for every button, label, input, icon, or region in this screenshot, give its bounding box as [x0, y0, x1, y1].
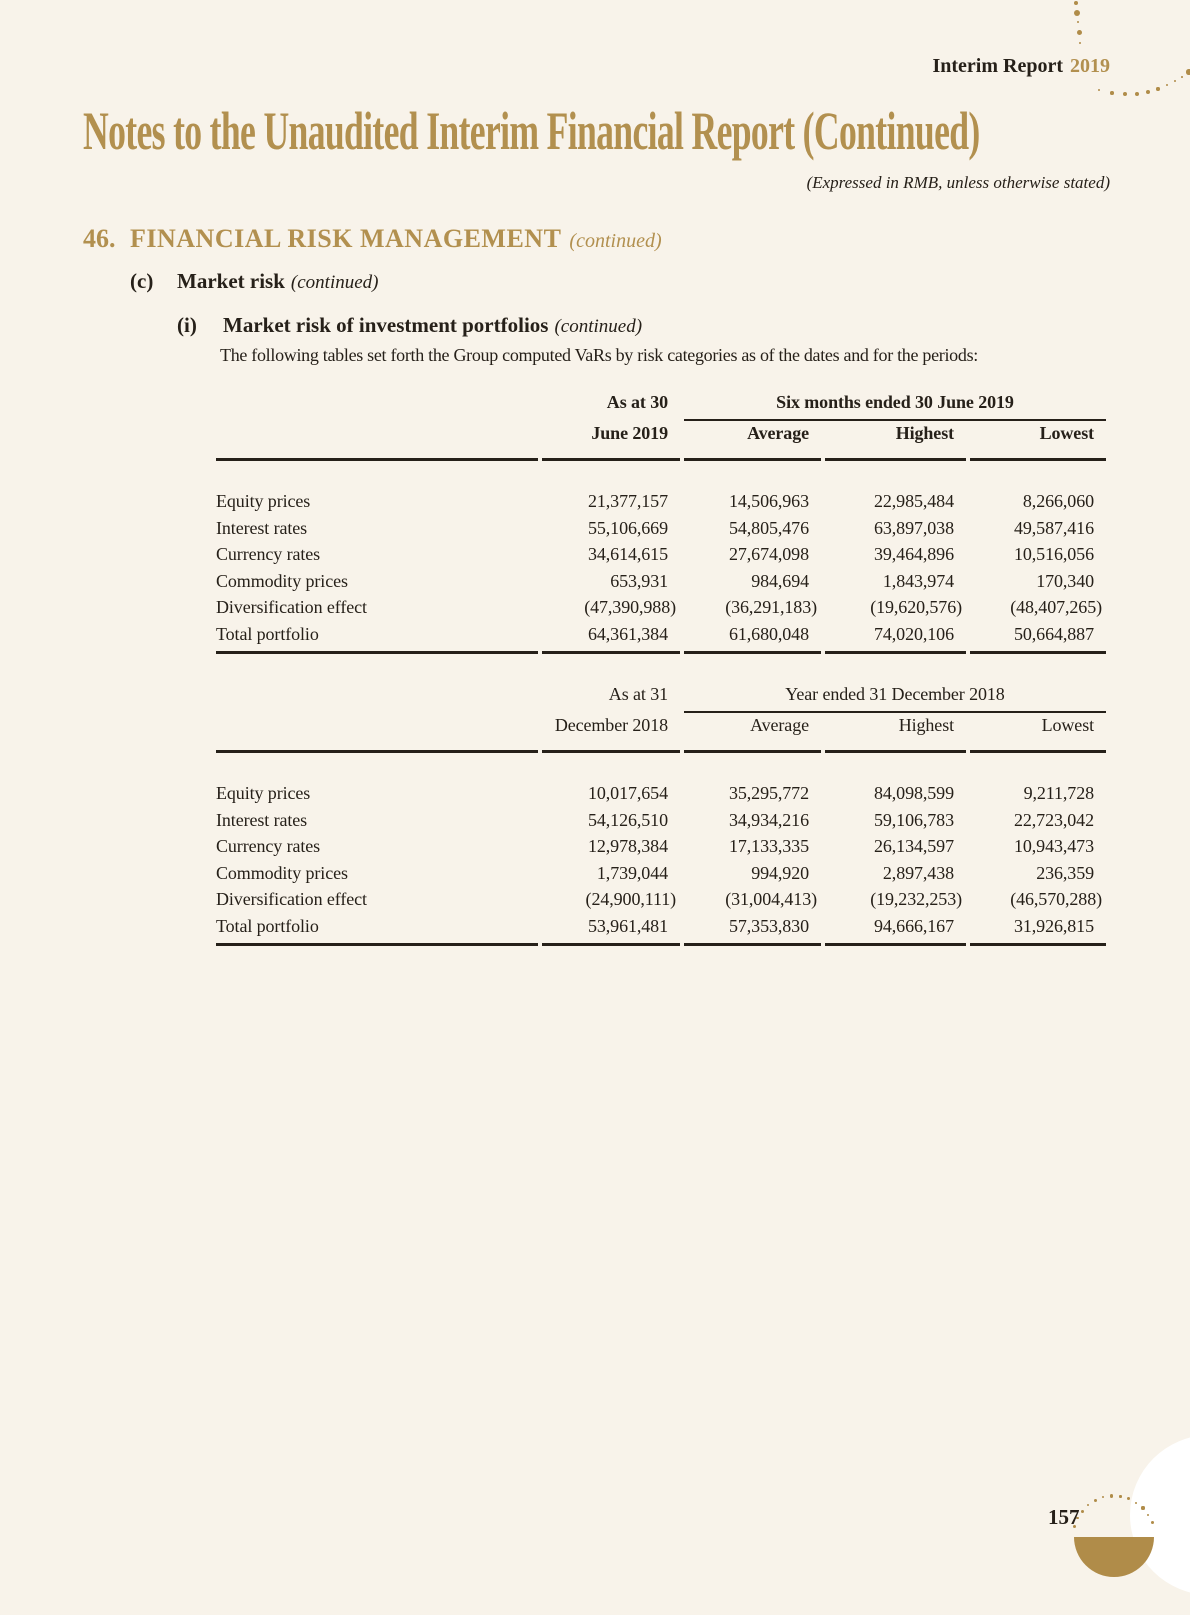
cell-value: 64,361,384 — [587, 623, 668, 644]
white-circle-ornament — [1130, 1435, 1190, 1595]
cell-value: 34,614,615 — [587, 544, 668, 565]
page-title: Notes to the Unaudited Interim Financial Report (Continued) — [83, 101, 980, 161]
ornament-dot — [1181, 76, 1183, 78]
ornament-dot — [1127, 1497, 1130, 1500]
cell-value: (31,004,413) — [725, 889, 817, 910]
cell-value: 54,126,510 — [587, 809, 668, 830]
cell-value: 653,931 — [610, 570, 668, 591]
bottom-rule — [970, 943, 1106, 946]
row-label: Equity prices — [216, 491, 311, 511]
cell-value: 53,961,481 — [587, 915, 668, 936]
column-header: Average — [747, 423, 809, 443]
cell-value: (48,407,265) — [1010, 597, 1102, 618]
ornament-dot — [1094, 1499, 1097, 1502]
column-header: Lowest — [1041, 715, 1094, 735]
page-number: 157 — [1048, 1505, 1080, 1529]
ornament-dot — [1135, 92, 1139, 96]
cell-value: (19,232,253) — [870, 889, 962, 910]
cell-value: 39,464,896 — [873, 544, 954, 565]
bottom-rule — [684, 651, 821, 654]
cell-value: 21,377,157 — [587, 491, 668, 511]
bottom-rule — [825, 651, 966, 654]
ornament-dot — [1119, 1495, 1121, 1497]
ornament-dot — [1110, 1494, 1113, 1497]
cell-value: 9,211,728 — [1023, 783, 1094, 803]
row-label: Equity prices — [216, 783, 311, 803]
row-label: Interest rates — [216, 809, 308, 830]
row-label: Total portfolio — [216, 915, 319, 936]
row-label: Interest rates — [216, 517, 308, 538]
ornament-dot — [1110, 91, 1114, 95]
bottom-rule — [216, 943, 538, 946]
column-header: Average — [750, 715, 809, 735]
ornament-dot — [1077, 30, 1082, 35]
row-label: Commodity prices — [216, 862, 348, 883]
section-heading-46 — [83, 224, 662, 254]
cell-value: 17,133,335 — [728, 836, 809, 857]
expressed-note: (Expressed in RMB, unless otherwise stated) — [806, 173, 1110, 192]
header-spacer — [216, 682, 538, 713]
cell-value: 94,666,167 — [873, 915, 954, 936]
row-label: Diversification effect — [216, 597, 367, 618]
brand-label: Interim Report — [932, 55, 1063, 77]
cell-value: 34,934,216 — [728, 809, 809, 830]
cell-value: 31,926,815 — [1013, 915, 1094, 936]
header-spacer — [216, 421, 538, 454]
cell-value: 74,020,106 — [873, 623, 954, 644]
ornament-dot — [1174, 80, 1176, 82]
ornament-dot — [1156, 87, 1159, 90]
ornament-dot — [1079, 42, 1082, 45]
section-continued: (continued) — [569, 230, 662, 252]
bottom-rule — [684, 943, 821, 946]
cell-value: 55,106,669 — [587, 517, 668, 538]
cell-value: (24,900,111) — [585, 889, 676, 910]
cell-value: 10,943,473 — [1013, 836, 1094, 857]
cell-value: 57,353,830 — [728, 915, 809, 936]
cell-value: 35,295,772 — [728, 783, 809, 803]
table-spacer — [216, 461, 1106, 488]
cell-value: 1,739,044 — [596, 862, 668, 883]
cell-value: 49,587,416 — [1013, 517, 1094, 538]
cell-value: 170,340 — [1036, 570, 1094, 591]
cell-value: (46,570,288) — [1010, 889, 1102, 910]
subsubsection-heading-i — [177, 313, 642, 338]
column-header: Highest — [895, 423, 954, 443]
section-title: FINANCIAL RISK MANAGEMENT — [130, 224, 562, 253]
bottom-rule — [542, 943, 680, 946]
cell-value: 2,897,438 — [882, 862, 954, 883]
cell-value: 84,098,599 — [873, 783, 954, 803]
ornament-dot — [1081, 1510, 1084, 1513]
bottom-rule — [970, 651, 1106, 654]
subsubsection-marker: (i) — [177, 313, 197, 337]
ornament-dot — [1077, 21, 1080, 24]
cell-value: 8,266,060 — [1022, 491, 1094, 511]
ornament-dot — [1123, 92, 1127, 96]
ornament-dot — [1146, 90, 1150, 94]
cell-value: 236,359 — [1036, 862, 1094, 883]
report-brand — [932, 55, 1110, 78]
bottom-rule — [825, 943, 966, 946]
cell-value: 61,680,048 — [728, 623, 809, 644]
cell-value: (36,291,183) — [725, 597, 817, 618]
ornament-dot — [1141, 1506, 1144, 1509]
as-at-header-line2: December 2018 — [554, 715, 668, 735]
ornament-dot — [1151, 1521, 1154, 1524]
cell-value: 10,017,654 — [587, 783, 668, 803]
bottom-rule — [216, 651, 538, 654]
header-spacer — [216, 390, 538, 421]
period-header: Six months ended 30 June 2019 — [684, 390, 1106, 421]
cell-value: 14,506,963 — [728, 491, 809, 511]
ornament-dot — [1074, 10, 1080, 16]
section-number: 46. — [83, 224, 116, 253]
cell-value: 27,674,098 — [728, 544, 809, 565]
var-table-december-2018 — [216, 682, 1106, 946]
row-label: Diversification effect — [216, 889, 367, 910]
as-at-header-line1: As at 30 — [606, 392, 668, 412]
column-header: Highest — [898, 715, 954, 735]
subsection-continued: (continued) — [290, 272, 379, 293]
cell-value: 22,985,484 — [873, 491, 954, 511]
ornament-dot — [1102, 1496, 1104, 1498]
row-label: Commodity prices — [216, 570, 348, 591]
intro-paragraph: The following tables set forth the Group computed VaRs by risk categories as of the dates and for the periods: — [220, 345, 978, 365]
as-at-header-line1: As at 31 — [608, 684, 668, 704]
cell-value: (19,620,576) — [870, 597, 962, 618]
ornament-dot — [1087, 1504, 1089, 1506]
cell-value: 994,920 — [751, 862, 809, 883]
subsection-marker: (c) — [130, 269, 154, 293]
var-table-june-2019 — [216, 390, 1106, 654]
table-spacer — [216, 753, 1106, 780]
as-at-header-line2: June 2019 — [591, 423, 668, 443]
cell-value: 50,664,887 — [1013, 623, 1094, 644]
ornament-dot — [1098, 89, 1101, 92]
brand-year: 2019 — [1070, 55, 1110, 77]
row-label: Total portfolio — [216, 623, 319, 644]
column-header: Lowest — [1039, 423, 1094, 443]
subsection-heading-c — [130, 269, 378, 294]
ornament-dot — [1074, 1, 1079, 6]
cell-value: 59,106,783 — [873, 809, 954, 830]
ornament-dot — [1186, 69, 1190, 74]
cell-value: 12,978,384 — [587, 836, 668, 857]
cell-value: 984,694 — [751, 570, 809, 591]
cell-value: (47,390,988) — [584, 597, 676, 618]
cell-value: 22,723,042 — [1013, 809, 1094, 830]
header-spacer — [216, 713, 538, 746]
period-header: Year ended 31 December 2018 — [684, 682, 1106, 713]
subsubsection-continued: (continued) — [554, 316, 643, 337]
cell-value: 1,843,974 — [882, 570, 954, 591]
row-label: Currency rates — [216, 836, 321, 857]
gold-semicircle-ornament — [1074, 1537, 1154, 1577]
cell-value: 26,134,597 — [873, 836, 954, 857]
row-label: Currency rates — [216, 544, 321, 565]
cell-value: 54,805,476 — [728, 517, 809, 538]
subsection-title: Market risk — [177, 269, 285, 293]
cell-value: 10,516,056 — [1013, 544, 1094, 565]
ornament-dot — [1166, 84, 1169, 87]
subsubsection-title: Market risk of investment portfolios — [223, 313, 549, 337]
bottom-rule — [542, 651, 680, 654]
cell-value: 63,897,038 — [873, 517, 954, 538]
